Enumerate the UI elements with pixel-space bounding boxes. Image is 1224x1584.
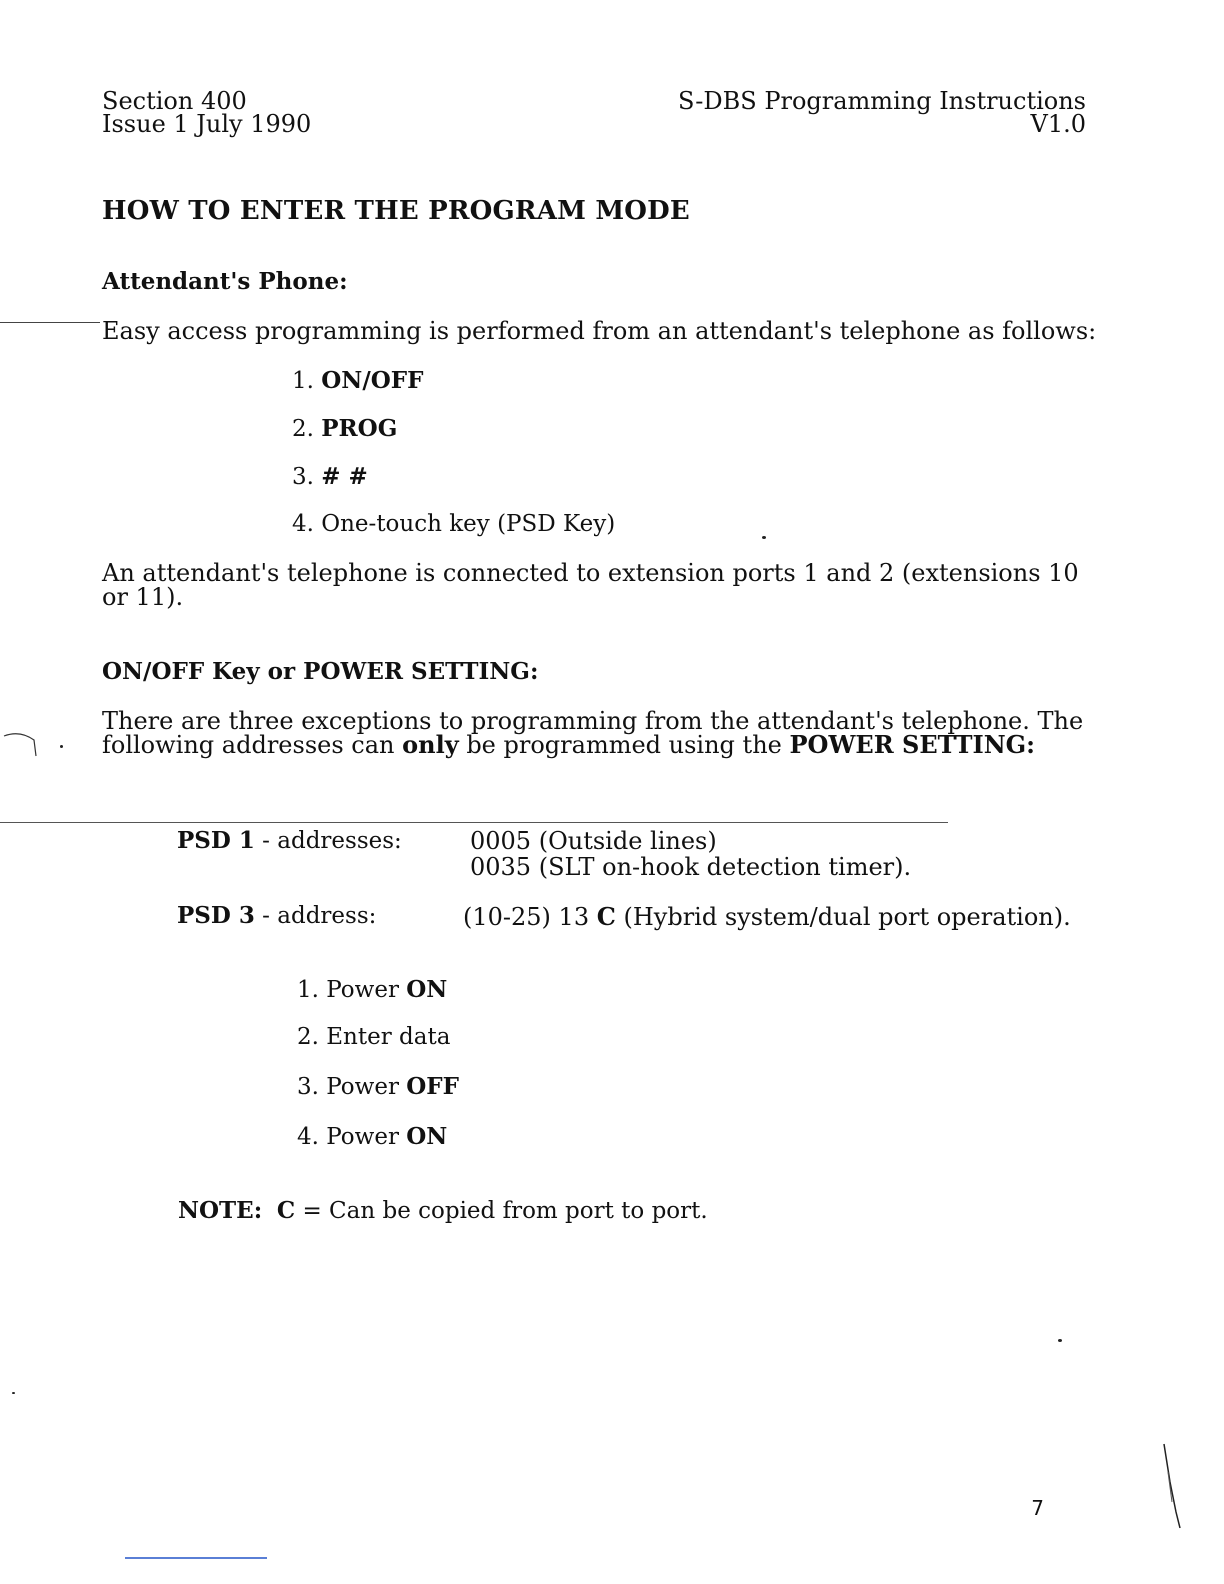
- psd3-suffix: - address:: [254, 903, 377, 929]
- step-number: 1.: [297, 977, 319, 1003]
- header-left: [102, 87, 312, 138]
- step-number: 2.: [292, 416, 314, 442]
- step-number: 4.: [297, 1124, 319, 1150]
- scan-blue-line: [125, 1557, 267, 1559]
- step-number: 1.: [292, 368, 314, 394]
- step-number: 3.: [297, 1074, 319, 1100]
- power-step-4: [297, 1123, 447, 1150]
- attendant-note: [102, 561, 1079, 609]
- step-text: Power: [326, 1124, 399, 1150]
- scan-speck: [762, 536, 766, 539]
- step-emphasis: OFF: [406, 1073, 459, 1100]
- power-heading-or: or: [267, 658, 296, 685]
- step-emphasis: ON: [406, 976, 448, 1003]
- section-label: Section 400: [102, 87, 247, 115]
- power-step-2: [297, 1024, 450, 1050]
- document-title: S-DBS Programming Instructions: [677, 87, 1086, 115]
- step-text: PROG: [321, 415, 398, 442]
- step-text: ON/OFF: [321, 367, 424, 394]
- step-text: Power: [326, 977, 399, 1003]
- attendant-note-line-1: An attendant's telephone is connected to extension ports 1 and 2 (extensions 10: [102, 559, 1079, 587]
- power-step-3: [297, 1073, 459, 1100]
- attendant-intro: Easy access programming is performed from an attendant's telephone as follows:: [102, 317, 1097, 345]
- psd3-copy-flag: C: [596, 902, 616, 931]
- psd1-value-1: 0005 (Outside lines): [470, 827, 717, 855]
- psd3-value: [463, 904, 1071, 930]
- note-label: NOTE:: [178, 1197, 263, 1224]
- step-text: Power: [326, 1074, 399, 1100]
- attendant-note-line-2: or 11).: [102, 583, 184, 611]
- issue-date: Issue 1 July 1990: [102, 110, 312, 138]
- psd1-label: [177, 827, 402, 854]
- scan-edge-mark: [1158, 1442, 1188, 1532]
- page-number: 7: [1031, 1496, 1044, 1520]
- scan-speck: [12, 1392, 15, 1394]
- power-heading: [102, 658, 538, 685]
- note-text: = Can be copied from port to port.: [302, 1198, 708, 1224]
- scan-dash-line: [0, 322, 100, 323]
- power-paragraph-line-2: [102, 730, 1083, 759]
- step-number: 2.: [297, 1024, 319, 1050]
- emphasis-only: only: [402, 730, 459, 759]
- psd1-values: [470, 828, 911, 880]
- note: [178, 1197, 708, 1224]
- step-text: Enter data: [326, 1024, 451, 1050]
- psd1-key: PSD 1: [177, 827, 255, 854]
- psd3-address: (10-25) 13: [463, 903, 590, 931]
- text-run: be programmed using the: [466, 731, 782, 759]
- step-emphasis: ON: [406, 1123, 448, 1150]
- step-text: One-touch key (PSD Key): [321, 511, 616, 537]
- power-step-1: [297, 976, 447, 1003]
- attendant-heading: Attendant's Phone:: [102, 268, 348, 295]
- psd1-suffix: - addresses:: [254, 828, 402, 854]
- header-right: [677, 87, 1086, 138]
- psd3-key: PSD 3: [177, 902, 255, 929]
- page-title: HOW TO ENTER THE PROGRAM MODE: [102, 196, 690, 226]
- emphasis-power-setting: POWER SETTING:: [789, 730, 1036, 759]
- note-c: C: [276, 1197, 296, 1224]
- psd3-description: (Hybrid system/dual port operation).: [623, 903, 1071, 931]
- scan-speck: [1058, 1339, 1062, 1342]
- attendant-step-3: [292, 463, 368, 490]
- power-heading-part1: ON/OFF Key: [102, 658, 260, 685]
- power-paragraph: [102, 709, 1083, 757]
- attendant-step-2: [292, 415, 397, 442]
- scan-mark: [0, 728, 40, 762]
- power-paragraph-line-1: There are three exceptions to programming from the attendant's telephone. The: [102, 707, 1084, 735]
- psd1-value-2: 0035 (SLT on-hook detection timer).: [470, 853, 912, 881]
- step-text: # #: [321, 463, 368, 490]
- power-heading-part2: POWER SETTING:: [303, 658, 539, 685]
- psd3-label: [177, 902, 376, 929]
- step-number: 4.: [292, 511, 314, 537]
- step-number: 3.: [292, 464, 314, 490]
- scan-speck: [60, 745, 63, 748]
- attendant-step-1: [292, 367, 423, 394]
- text-run: following addresses can: [102, 731, 395, 759]
- attendant-step-4: [292, 511, 615, 537]
- version-label: V1.0: [1030, 110, 1086, 138]
- divider-line: [0, 822, 948, 823]
